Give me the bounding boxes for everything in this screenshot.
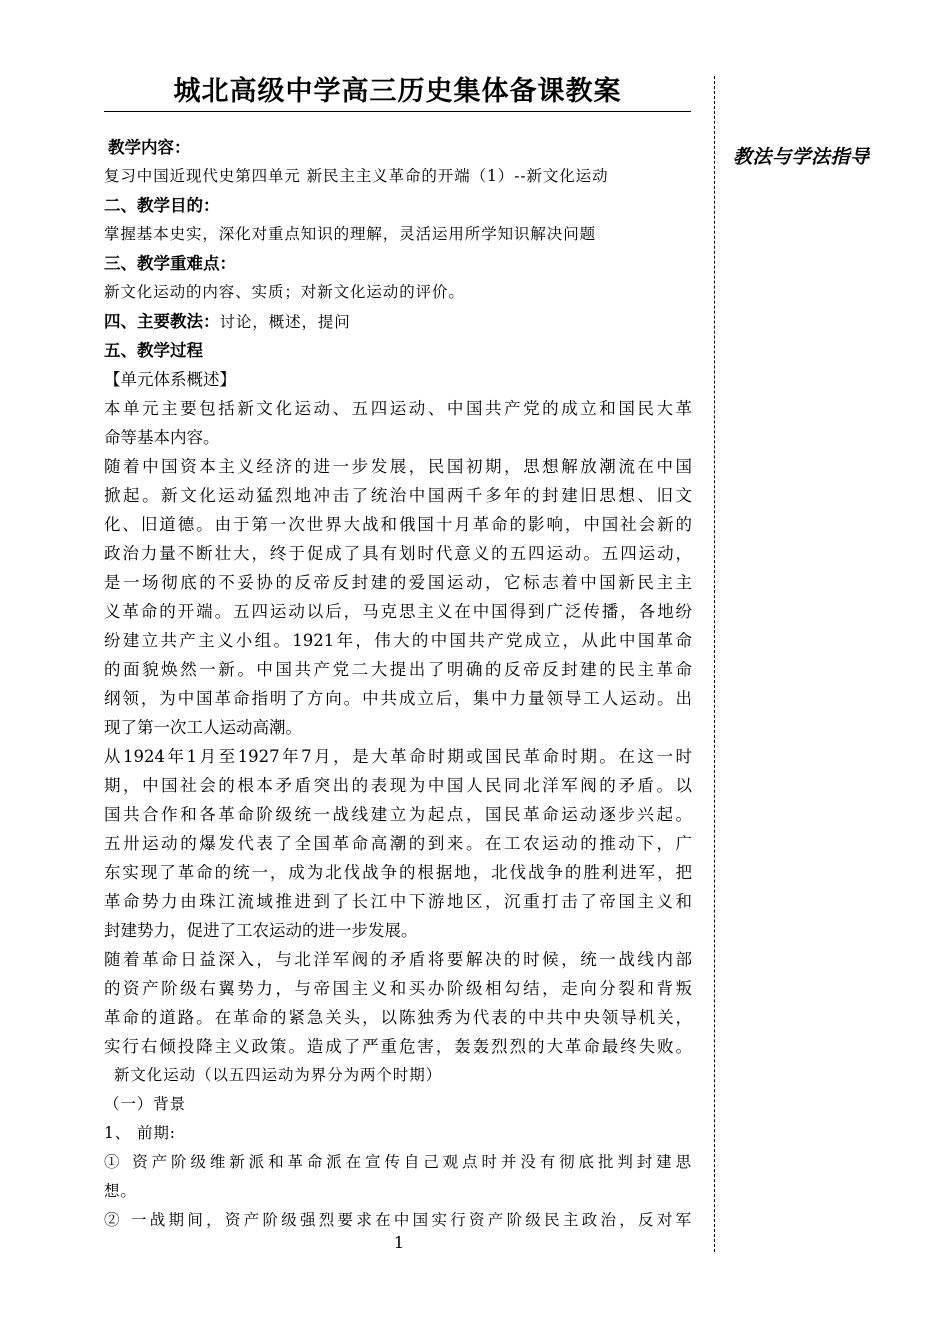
overview-line: 是一场彻底的不妥协的反帝反封建的爱国运动，它标志着中国新民主主 (104, 573, 692, 592)
lesson-plan-body (104, 133, 692, 1235)
overview-line: 东实现了革命的统一，成为北伐战争的根据地，北伐战争的胜利进军，把 (104, 863, 692, 882)
overview-line: 现了第一次工人运动高潮。 (104, 718, 302, 737)
point-two-line: ② 一战期间，资产阶级强烈要求在中国实行资产阶级民主政治，反对军 (104, 1211, 692, 1229)
content-label: 教学内容： (108, 138, 191, 157)
aim-text: 掌握基本史实，深化对重点知识的理解，灵活运用所学知识解决问题 (104, 225, 597, 243)
overview-line: 国共合作和各革命阶级统一战线建立为起点，国民革命运动逐步兴起。 (104, 805, 692, 824)
overview-line: 封建势力，促进了工农运动的进一步发展。 (104, 921, 418, 940)
page-title: 城北高级中学高三历史集体备课教案 (173, 76, 622, 107)
aim-label: 二、教学目的： (104, 196, 220, 215)
column-divider (714, 76, 715, 1252)
process-label: 五、教学过程 (104, 341, 203, 360)
overview-line: 从1924年1月至1927年7月，是大革命时期或国民革命时期。在这一时 (104, 747, 692, 766)
background-heading: （一）背景 (104, 1095, 187, 1113)
page-number: 1 (393, 1233, 405, 1252)
content-text: 复习中国近现代史第四单元 新民主主义革命的开端（1）--新文化运动 (104, 167, 609, 185)
overview-line: 的面貌焕然一新。中国共产党二大提出了明确的反帝反封建的民主革命 (104, 660, 692, 679)
key-points-text: 新文化运动的内容、实质；对新文化运动的评价。 (104, 283, 465, 301)
overview-line: 革命势力由珠江流域推进到了长江中下游地区，沉重打击了帝国主义和 (104, 892, 692, 911)
overview-line: 纲领，为中国革命指明了方向。中共成立后，集中力量领导工人运动。出 (104, 689, 692, 708)
method-line (104, 307, 692, 336)
method-text: 讨论，概述，提问 (219, 313, 351, 331)
overview-line: 化、旧道德。由于第一次世界大战和俄国十月革命的影响，中国社会新的 (104, 515, 692, 534)
overview-line: 期，中国社会的根本矛盾突出的表现为中国人民同北洋军阀的矛盾。以 (104, 776, 692, 795)
overview-line: 的资产阶级右翼势力，与帝国主义和买办阶级相勾结，走向分裂和背叛 (104, 979, 692, 998)
overview-label: 【单元体系概述】 (104, 370, 236, 389)
overview-line: 随着中国资本主义经济的进一步发展，民国初期，思想解放潮流在中国 (104, 457, 692, 476)
overview-line: 本单元主要包括新文化运动、五四运动、中国共产党的成立和国民大革 (104, 399, 692, 418)
point-one-line: 想。 (104, 1182, 137, 1200)
sidebar-heading: 教法与学法指导 (733, 146, 870, 168)
lesson-topic: 新文化运动（以五四运动为界分为两个时期） (114, 1066, 443, 1084)
overview-line: 革命的道路。在革命的紧急关头，以陈独秀为代表的中共中央领导机关， (104, 1008, 692, 1027)
overview-line: 命等基本内容。 (104, 428, 220, 447)
overview-line: 随着革命日益深入，与北洋军阀的矛盾将要解决的时候，统一战线内部 (104, 950, 692, 969)
key-points-label: 三、教学重难点： (104, 254, 236, 273)
overview-line: 实行右倾投降主义政策。造成了严重危害，轰轰烈烈的大革命最终失败。 (104, 1037, 692, 1056)
phase-heading: 1、 前期: (104, 1124, 176, 1142)
overview-line: 义革命的开端。五四运动以后，马克思主义在中国得到广泛传播，各地纷 (104, 602, 692, 621)
method-label: 四、主要教法： (104, 312, 220, 331)
point-one-line: ① 资产阶级维新派和革命派在宣传自己观点时并没有彻底批判封建思 (104, 1153, 692, 1171)
overview-line: 掀起。新文化运动猛烈地冲击了统治中国两千多年的封建旧思想、旧文 (104, 486, 692, 505)
title-underline (104, 111, 691, 112)
overview-line: 纷建立共产主义小组。1921年，伟大的中国共产党成立，从此中国革命 (104, 631, 692, 650)
overview-line: 五卅运动的爆发代表了全国革命高潮的到来。在工农运动的推动下，广 (104, 834, 692, 853)
overview-line: 政治力量不断壮大，终于促成了具有划时代意义的五四运动。五四运动， (104, 544, 692, 563)
